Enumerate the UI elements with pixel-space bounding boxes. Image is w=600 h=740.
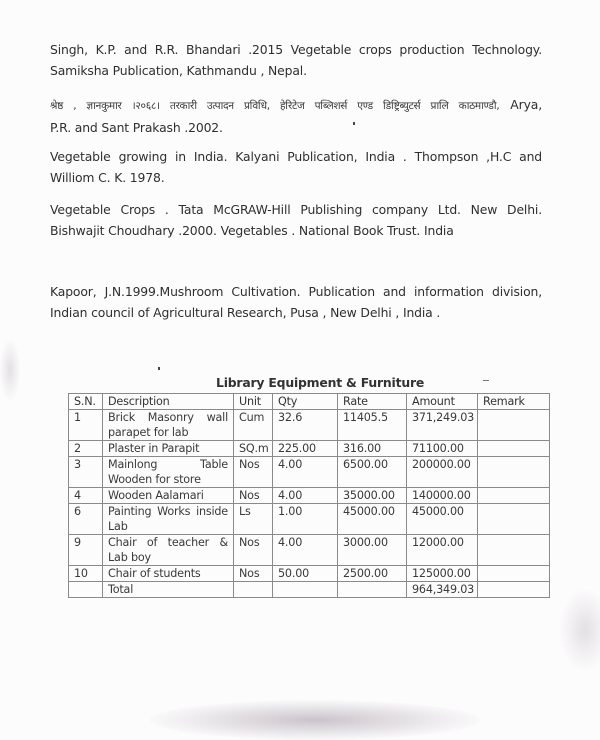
table-row: [69, 535, 550, 566]
reference-line: Singh, K.P. and R.R. Bhandari .2015 Vegetable crops production Technology.: [50, 42, 542, 57]
header-sn: S.N.: [69, 394, 103, 410]
table-row: [69, 410, 550, 441]
row-qty: 225.00: [273, 441, 338, 457]
row-sn: 9: [69, 535, 103, 566]
table-total-row: [69, 582, 550, 598]
row-qty: 4.00: [273, 488, 338, 504]
total-sn-cell: [69, 582, 103, 598]
header-qty: Qty: [273, 394, 338, 410]
header-remark: Remark: [478, 394, 550, 410]
total-unit-cell: [234, 582, 273, 598]
row-description: Plaster in Parapit: [103, 441, 234, 457]
row-amount: 140000.00: [407, 488, 478, 504]
row-rate: 35000.00: [338, 488, 407, 504]
row-sn: 10: [69, 566, 103, 582]
row-qty: 4.00: [273, 535, 338, 566]
scan-smudge: [0, 340, 20, 400]
row-remark: [478, 535, 550, 566]
row-remark: [478, 410, 550, 441]
row-remark: [478, 441, 550, 457]
reference-vegetable-crops: [50, 199, 542, 241]
reference-text: Arya,: [499, 97, 542, 112]
reference-shrestha-nepali: [50, 94, 542, 138]
reference-line: Bishwajit Choudhary .2000. Vegetables . National Book Trust. India: [50, 223, 454, 238]
row-remark: [478, 566, 550, 582]
row-unit: Ls: [234, 504, 273, 535]
row-sn: 4: [69, 488, 103, 504]
library-equipment-table: [68, 393, 550, 598]
row-rate: 45000.00: [338, 504, 407, 535]
table-row: [69, 457, 550, 488]
row-sn: 3: [69, 457, 103, 488]
table-header-row: [69, 394, 550, 410]
stray-dot: [158, 367, 160, 370]
row-description: Painting Works inside Lab: [103, 504, 234, 535]
row-description: Wooden Aalamari: [103, 488, 234, 504]
total-rate-cell: [338, 582, 407, 598]
row-qty: 50.00: [273, 566, 338, 582]
row-unit: Nos: [234, 566, 273, 582]
reference-line: Samiksha Publication, Kathmandu , Nepal.: [50, 63, 307, 78]
row-remark: [478, 488, 550, 504]
reference-line: Kapoor, J.N.1999.Mushroom Cultivation. Publication and information division,: [50, 284, 542, 299]
table-title: Library Equipment & Furniture: [216, 375, 425, 390]
row-remark: [478, 457, 550, 488]
reference-vegetable-growing-india: [50, 146, 542, 188]
scan-smudge: [560, 590, 600, 670]
row-description: Chair of students: [103, 566, 234, 582]
row-description: Chair of teacher & Lab boy: [103, 535, 234, 566]
row-unit: Nos: [234, 457, 273, 488]
row-amount: 371,249.03: [407, 410, 478, 441]
table-row: [69, 488, 550, 504]
row-unit: SQ.m: [234, 441, 273, 457]
reference-line: P.R. and Sant Prakash .2002.: [50, 120, 223, 135]
row-qty: 1.00: [273, 504, 338, 535]
row-rate: 316.00: [338, 441, 407, 457]
total-remark-cell: [478, 582, 550, 598]
row-description: Brick Masonry wall parapet for lab: [103, 410, 234, 441]
table-body: [69, 410, 550, 582]
table-row: [69, 566, 550, 582]
row-qty: 4.00: [273, 457, 338, 488]
reference-line: [50, 94, 542, 117]
stray-dot: [353, 122, 355, 125]
row-amount: 125000.00: [407, 566, 478, 582]
row-rate: 2500.00: [338, 566, 407, 582]
total-label: Total: [103, 582, 234, 598]
row-qty: 32.6: [273, 410, 338, 441]
total-qty-cell: [273, 582, 338, 598]
row-amount: 45000.00: [407, 504, 478, 535]
reference-singh-bhandari: [50, 39, 542, 81]
row-sn: 2: [69, 441, 103, 457]
row-unit: Nos: [234, 535, 273, 566]
scan-smudge: [150, 700, 480, 740]
reference-line: Vegetable Crops . Tata McGRAW-Hill Publishing company Ltd. New Delhi.: [50, 202, 542, 217]
row-unit: Cum: [234, 410, 273, 441]
row-rate: 11405.5: [338, 410, 407, 441]
reference-kapoor: [50, 281, 542, 323]
row-sn: 6: [69, 504, 103, 535]
row-sn: 1: [69, 410, 103, 441]
total-amount: 964,349.03: [407, 582, 478, 598]
row-amount: 71100.00: [407, 441, 478, 457]
header-description: Description: [103, 394, 234, 410]
row-amount: 200000.00: [407, 457, 478, 488]
stray-mark: [483, 380, 489, 381]
nepali-text: श्रेष्ठ , ज्ञानकुमार ।२०६८। तरकारी उत्पादन प्रविधि, हेरिटेज पब्लिशर्स एण्ड डिष्ट्रिब्युटर्स प्रालि काठमाण्डौ,: [50, 100, 500, 112]
row-unit: Nos: [234, 488, 273, 504]
header-amount: Amount: [407, 394, 478, 410]
reference-line: Indian council of Agricultural Research, Pusa , New Delhi , India .: [50, 305, 441, 320]
reference-line: Williom C. K. 1978.: [50, 170, 165, 185]
table-row: [69, 441, 550, 457]
header-unit: Unit: [234, 394, 273, 410]
row-amount: 12000.00: [407, 535, 478, 566]
row-rate: 6500.00: [338, 457, 407, 488]
header-rate: Rate: [338, 394, 407, 410]
row-description: Mainlong Table Wooden for store: [103, 457, 234, 488]
row-rate: 3000.00: [338, 535, 407, 566]
reference-line: Vegetable growing in India. Kalyani Publication, India . Thompson ,H.C and: [50, 149, 542, 164]
table-row: [69, 504, 550, 535]
row-remark: [478, 504, 550, 535]
